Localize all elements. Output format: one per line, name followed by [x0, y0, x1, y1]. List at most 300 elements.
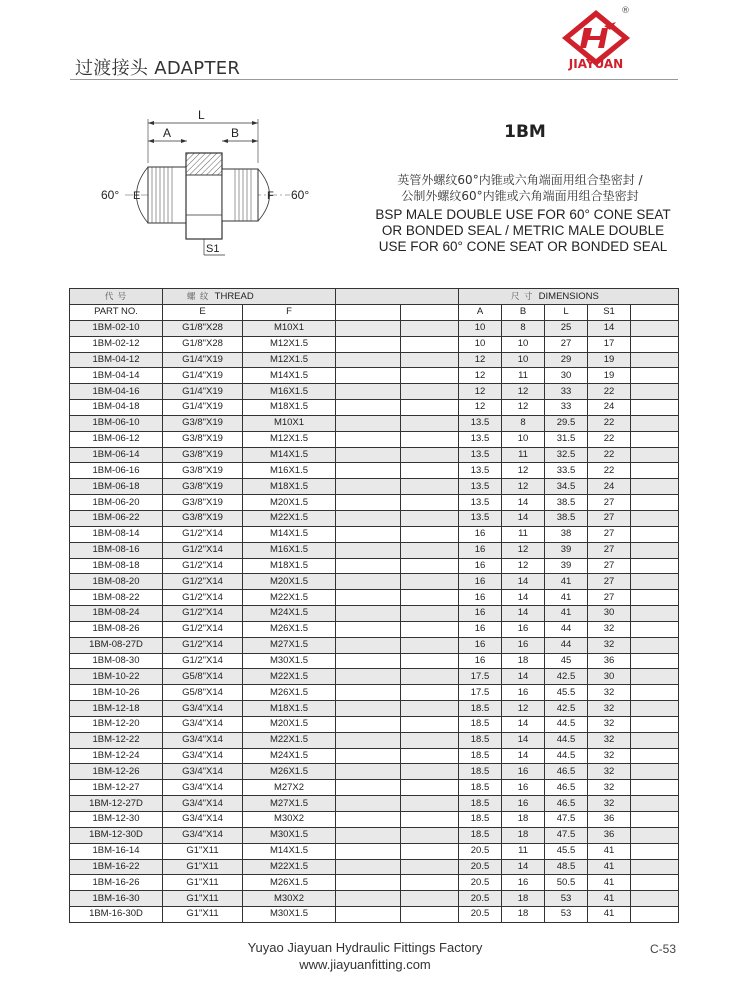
product-desc-en-line2: OR BONDED SEAL / METRIC MALE DOUBLE — [381, 223, 665, 238]
brand-name: JIAYUAN — [568, 57, 624, 71]
cell-part: 1BM-08-14 — [70, 526, 163, 542]
cell-blank — [336, 558, 401, 574]
cell-f: M18X1.5 — [243, 701, 336, 717]
cell-s1: 22 — [588, 463, 631, 479]
cell-f: M14X1.5 — [243, 843, 336, 859]
table-row — [70, 495, 679, 511]
cell-a: 20.5 — [459, 843, 502, 859]
cell-blank — [336, 368, 401, 384]
cell-blank — [631, 590, 679, 606]
cell-s1: 32 — [588, 637, 631, 653]
cell-e: G1/2"X14 — [163, 558, 243, 574]
cell-l: 34.5 — [545, 479, 588, 495]
cell-b: 18 — [502, 812, 545, 828]
cell-f: M12X1.5 — [243, 352, 336, 368]
cell-blank — [631, 463, 679, 479]
cell-blank — [336, 463, 401, 479]
cell-a: 17.5 — [459, 669, 502, 685]
cell-s1: 27 — [588, 558, 631, 574]
cell-f: M14X1.5 — [243, 526, 336, 542]
cell-blank — [336, 320, 401, 336]
cell-l: 46.5 — [545, 780, 588, 796]
cell-blank — [336, 843, 401, 859]
cell-b: 10 — [502, 431, 545, 447]
cell-f: M27X2 — [243, 780, 336, 796]
cell-a: 16 — [459, 637, 502, 653]
cell-f: M22X1.5 — [243, 590, 336, 606]
cell-l: 41 — [545, 606, 588, 622]
table-row — [70, 843, 679, 859]
cell-b: 12 — [502, 479, 545, 495]
cell-f: M24X1.5 — [243, 606, 336, 622]
cell-blank — [401, 812, 459, 828]
cell-a: 18.5 — [459, 716, 502, 732]
cell-a: 16 — [459, 574, 502, 590]
cell-b: 14 — [502, 732, 545, 748]
cell-f: M27X1.5 — [243, 796, 336, 812]
cell-b: 16 — [502, 796, 545, 812]
cell-b: 16 — [502, 621, 545, 637]
cell-e: G3/4"X14 — [163, 812, 243, 828]
spec-table-body — [70, 320, 679, 922]
cell-b: 18 — [502, 653, 545, 669]
cell-blank — [631, 415, 679, 431]
col-e: E — [163, 305, 243, 321]
cell-b: 16 — [502, 875, 545, 891]
cell-s1: 30 — [588, 606, 631, 622]
cell-blank — [631, 701, 679, 717]
header-code-cn: 代 号 — [70, 289, 163, 305]
cell-b: 16 — [502, 637, 545, 653]
cell-blank — [401, 685, 459, 701]
cell-blank — [401, 637, 459, 653]
cell-s1: 32 — [588, 796, 631, 812]
svg-text:F: F — [267, 190, 274, 202]
table-row — [70, 463, 679, 479]
table-row — [70, 320, 679, 336]
cell-l: 48.5 — [545, 859, 588, 875]
table-row — [70, 384, 679, 400]
cell-a: 12 — [459, 368, 502, 384]
cell-blank — [401, 827, 459, 843]
col-a: A — [459, 305, 502, 321]
cell-e: G1/4"X19 — [163, 368, 243, 384]
table-row — [70, 859, 679, 875]
table-row — [70, 875, 679, 891]
cell-f: M16X1.5 — [243, 542, 336, 558]
cell-f: M16X1.5 — [243, 463, 336, 479]
cell-a: 16 — [459, 526, 502, 542]
cell-blank — [631, 716, 679, 732]
cell-l: 38.5 — [545, 510, 588, 526]
cell-a: 20.5 — [459, 859, 502, 875]
cell-s1: 41 — [588, 907, 631, 923]
col-blank-1 — [336, 305, 401, 321]
cell-f: M14X1.5 — [243, 368, 336, 384]
cell-f: M20X1.5 — [243, 574, 336, 590]
cell-e: G1/2"X14 — [163, 621, 243, 637]
cell-blank — [631, 320, 679, 336]
cell-blank — [631, 843, 679, 859]
cell-s1: 27 — [588, 510, 631, 526]
cell-f: M30X2 — [243, 812, 336, 828]
cell-part: 1BM-06-20 — [70, 495, 163, 511]
cell-blank — [401, 400, 459, 416]
table-row — [70, 542, 679, 558]
cell-blank — [631, 368, 679, 384]
cell-blank — [336, 621, 401, 637]
cell-e: G1/2"X14 — [163, 606, 243, 622]
cell-blank — [336, 431, 401, 447]
cell-part: 1BM-02-10 — [70, 320, 163, 336]
cell-a: 16 — [459, 621, 502, 637]
cell-b: 18 — [502, 907, 545, 923]
cell-e: G1/8"X28 — [163, 336, 243, 352]
cell-l: 38.5 — [545, 495, 588, 511]
cell-a: 18.5 — [459, 701, 502, 717]
cell-part: 1BM-12-27 — [70, 780, 163, 796]
table-row — [70, 590, 679, 606]
cell-s1: 17 — [588, 336, 631, 352]
cell-s1: 41 — [588, 875, 631, 891]
cell-blank — [336, 336, 401, 352]
cell-f: M22X1.5 — [243, 732, 336, 748]
cell-b: 12 — [502, 384, 545, 400]
cell-part: 1BM-16-22 — [70, 859, 163, 875]
cell-part: 1BM-02-12 — [70, 336, 163, 352]
cell-s1: 27 — [588, 542, 631, 558]
cell-a: 16 — [459, 542, 502, 558]
cell-b: 11 — [502, 368, 545, 384]
cell-blank — [401, 352, 459, 368]
cell-blank — [336, 875, 401, 891]
table-row — [70, 907, 679, 923]
footer-company: Yuyao Jiayuan Hydraulic Fittings Factory — [247, 940, 483, 955]
cell-part: 1BM-10-26 — [70, 685, 163, 701]
cell-blank — [336, 891, 401, 907]
cell-blank — [631, 891, 679, 907]
cell-f: M12X1.5 — [243, 336, 336, 352]
cell-blank — [631, 431, 679, 447]
cell-blank — [336, 669, 401, 685]
cell-a: 20.5 — [459, 875, 502, 891]
cell-part: 1BM-08-16 — [70, 542, 163, 558]
table-row — [70, 368, 679, 384]
cell-part: 1BM-12-18 — [70, 701, 163, 717]
cell-blank — [631, 653, 679, 669]
cell-blank — [631, 479, 679, 495]
cell-b: 16 — [502, 780, 545, 796]
cell-blank — [336, 574, 401, 590]
cell-e: G3/8"X19 — [163, 447, 243, 463]
cell-a: 12 — [459, 352, 502, 368]
cell-l: 42.5 — [545, 701, 588, 717]
table-row — [70, 447, 679, 463]
col-blank-2 — [401, 305, 459, 321]
cell-l: 46.5 — [545, 796, 588, 812]
table-row — [70, 716, 679, 732]
header-dimensions: 尺 寸 DIMENSIONS — [459, 289, 679, 305]
footer-website: www.jiayuanfitting.com — [299, 957, 431, 972]
cell-part: 1BM-04-12 — [70, 352, 163, 368]
cell-s1: 32 — [588, 748, 631, 764]
cell-blank — [401, 336, 459, 352]
col-l: L — [545, 305, 588, 321]
cell-s1: 22 — [588, 415, 631, 431]
cell-a: 13.5 — [459, 431, 502, 447]
col-b: B — [502, 305, 545, 321]
cell-e: G1/2"X14 — [163, 574, 243, 590]
cell-l: 47.5 — [545, 827, 588, 843]
cell-s1: 22 — [588, 447, 631, 463]
cell-f: M22X1.5 — [243, 669, 336, 685]
cell-blank — [401, 907, 459, 923]
cell-s1: 27 — [588, 495, 631, 511]
cell-blank — [336, 637, 401, 653]
cell-f: M26X1.5 — [243, 621, 336, 637]
table-row — [70, 780, 679, 796]
cell-f: M22X1.5 — [243, 510, 336, 526]
cell-part: 1BM-12-30 — [70, 812, 163, 828]
cell-blank — [336, 859, 401, 875]
table-row — [70, 637, 679, 653]
cell-s1: 36 — [588, 653, 631, 669]
cell-s1: 32 — [588, 716, 631, 732]
svg-text:S1: S1 — [206, 243, 220, 255]
cell-blank — [631, 859, 679, 875]
cell-part: 1BM-06-14 — [70, 447, 163, 463]
cell-blank — [631, 812, 679, 828]
cell-blank — [336, 606, 401, 622]
cell-f: M22X1.5 — [243, 859, 336, 875]
cell-part: 1BM-06-16 — [70, 463, 163, 479]
cell-s1: 32 — [588, 764, 631, 780]
cell-b: 14 — [502, 748, 545, 764]
cell-l: 45.5 — [545, 685, 588, 701]
cell-e: G3/8"X19 — [163, 495, 243, 511]
cell-blank — [631, 685, 679, 701]
cell-part: 1BM-16-26 — [70, 875, 163, 891]
cell-blank — [336, 796, 401, 812]
cell-a: 13.5 — [459, 495, 502, 511]
cell-a: 18.5 — [459, 812, 502, 828]
cell-e: G1"X11 — [163, 859, 243, 875]
table-header-row-1 — [70, 289, 679, 305]
cell-l: 25 — [545, 320, 588, 336]
cell-a: 16 — [459, 590, 502, 606]
cell-a: 13.5 — [459, 415, 502, 431]
cell-blank — [631, 764, 679, 780]
cell-s1: 41 — [588, 891, 631, 907]
cell-b: 12 — [502, 400, 545, 416]
cell-blank — [401, 843, 459, 859]
cell-b: 10 — [502, 352, 545, 368]
cell-f: M10X1 — [243, 415, 336, 431]
spec-table — [69, 288, 679, 923]
col-s1: S1 — [588, 305, 631, 321]
cell-blank — [336, 447, 401, 463]
product-desc-en-line1: BSP MALE DOUBLE USE FOR 60° CONE SEAT — [375, 207, 671, 222]
cell-b: 14 — [502, 590, 545, 606]
table-row — [70, 748, 679, 764]
cell-s1: 14 — [588, 320, 631, 336]
cell-e: G1/2"X14 — [163, 653, 243, 669]
cell-blank — [401, 574, 459, 590]
cell-blank — [631, 606, 679, 622]
cell-blank — [401, 590, 459, 606]
cell-blank — [631, 400, 679, 416]
table-row — [70, 352, 679, 368]
cell-blank — [401, 558, 459, 574]
cell-part: 1BM-08-24 — [70, 606, 163, 622]
table-row — [70, 606, 679, 622]
cell-part: 1BM-06-10 — [70, 415, 163, 431]
cell-b: 14 — [502, 859, 545, 875]
cell-b: 12 — [502, 701, 545, 717]
cell-part: 1BM-04-14 — [70, 368, 163, 384]
cell-l: 32.5 — [545, 447, 588, 463]
cell-s1: 36 — [588, 812, 631, 828]
cell-l: 41 — [545, 590, 588, 606]
cell-blank — [631, 796, 679, 812]
cell-blank — [631, 447, 679, 463]
cell-blank — [336, 384, 401, 400]
cell-a: 10 — [459, 336, 502, 352]
cell-e: G3/8"X19 — [163, 479, 243, 495]
cell-blank — [631, 384, 679, 400]
product-desc-en-line3: USE FOR 60° CONE SEAT OR BONDED SEAL — [378, 239, 668, 254]
cell-blank — [336, 780, 401, 796]
header-divider — [70, 79, 678, 80]
cell-blank — [401, 463, 459, 479]
cell-l: 53 — [545, 907, 588, 923]
cell-e: G3/8"X19 — [163, 415, 243, 431]
cell-l: 41 — [545, 574, 588, 590]
table-row — [70, 891, 679, 907]
cell-blank — [401, 542, 459, 558]
col-f: F — [243, 305, 336, 321]
cell-part: 1BM-12-30D — [70, 827, 163, 843]
cell-e: G1/2"X14 — [163, 590, 243, 606]
cell-part: 1BM-08-26 — [70, 621, 163, 637]
cell-blank — [631, 827, 679, 843]
cell-f: M26X1.5 — [243, 875, 336, 891]
cell-l: 44.5 — [545, 748, 588, 764]
cell-blank — [336, 352, 401, 368]
cell-s1: 27 — [588, 590, 631, 606]
table-row — [70, 336, 679, 352]
cell-blank — [401, 447, 459, 463]
cell-b: 18 — [502, 891, 545, 907]
table-row — [70, 510, 679, 526]
cell-f: M18X1.5 — [243, 558, 336, 574]
cell-e: G1/2"X14 — [163, 637, 243, 653]
cell-blank — [631, 558, 679, 574]
cell-l: 27 — [545, 336, 588, 352]
cell-blank — [336, 748, 401, 764]
cell-b: 11 — [502, 843, 545, 859]
cell-s1: 27 — [588, 574, 631, 590]
cell-e: G1/2"X14 — [163, 542, 243, 558]
svg-text:E: E — [133, 190, 141, 202]
cell-b: 12 — [502, 463, 545, 479]
cell-l: 47.5 — [545, 812, 588, 828]
cell-a: 18.5 — [459, 732, 502, 748]
cell-b: 12 — [502, 558, 545, 574]
cell-blank — [336, 590, 401, 606]
cell-a: 13.5 — [459, 447, 502, 463]
cell-blank — [401, 384, 459, 400]
cell-blank — [336, 542, 401, 558]
cell-blank — [401, 368, 459, 384]
cell-blank — [401, 526, 459, 542]
cell-e: G3/8"X19 — [163, 463, 243, 479]
cell-f: M26X1.5 — [243, 764, 336, 780]
cell-blank — [336, 685, 401, 701]
table-row — [70, 558, 679, 574]
cell-part: 1BM-12-22 — [70, 732, 163, 748]
cell-e: G3/4"X14 — [163, 780, 243, 796]
cell-blank — [401, 606, 459, 622]
cell-l: 53 — [545, 891, 588, 907]
cell-part: 1BM-10-22 — [70, 669, 163, 685]
cell-e: G3/4"X14 — [163, 732, 243, 748]
cell-part: 1BM-12-24 — [70, 748, 163, 764]
cell-blank — [631, 352, 679, 368]
cell-blank — [401, 510, 459, 526]
cell-part: 1BM-08-22 — [70, 590, 163, 606]
cell-part: 1BM-16-30 — [70, 891, 163, 907]
product-desc-cn-line2: 公制外螺纹60°内锥或六角端面用组合垫密封 — [401, 189, 639, 203]
cell-s1: 32 — [588, 685, 631, 701]
cell-f: M30X1.5 — [243, 653, 336, 669]
cell-b: 14 — [502, 606, 545, 622]
cell-l: 44 — [545, 637, 588, 653]
cell-b: 8 — [502, 415, 545, 431]
cell-blank — [336, 526, 401, 542]
cell-blank — [631, 748, 679, 764]
cell-blank — [336, 764, 401, 780]
cell-s1: 32 — [588, 701, 631, 717]
svg-text:A: A — [163, 126, 172, 140]
cell-b: 8 — [502, 320, 545, 336]
col-blank-3 — [631, 305, 679, 321]
table-row — [70, 669, 679, 685]
cell-blank — [401, 701, 459, 717]
cell-blank — [631, 495, 679, 511]
cell-b: 14 — [502, 574, 545, 590]
cell-e: G3/4"X14 — [163, 716, 243, 732]
cell-blank — [401, 653, 459, 669]
cell-blank — [631, 621, 679, 637]
table-row — [70, 400, 679, 416]
cell-part: 1BM-06-22 — [70, 510, 163, 526]
cell-blank — [631, 336, 679, 352]
cell-l: 29.5 — [545, 415, 588, 431]
cell-blank — [336, 732, 401, 748]
cell-blank — [631, 875, 679, 891]
cell-e: G1/4"X19 — [163, 352, 243, 368]
cell-f: M24X1.5 — [243, 748, 336, 764]
table-header-row-2 — [70, 305, 679, 321]
cell-s1: 41 — [588, 859, 631, 875]
cell-l: 33 — [545, 384, 588, 400]
cell-b: 18 — [502, 827, 545, 843]
cell-blank — [336, 510, 401, 526]
cell-e: G5/8"X14 — [163, 685, 243, 701]
cell-e: G3/4"X14 — [163, 796, 243, 812]
cell-part: 1BM-12-27D — [70, 796, 163, 812]
